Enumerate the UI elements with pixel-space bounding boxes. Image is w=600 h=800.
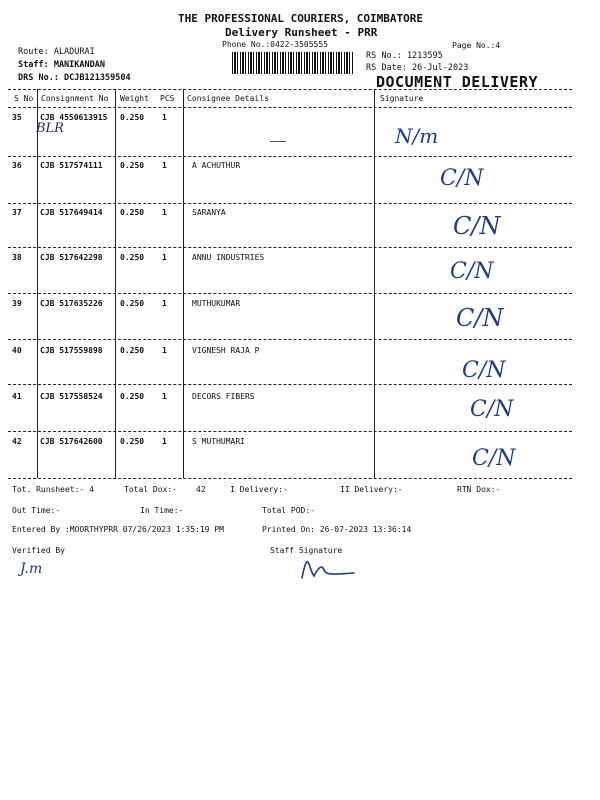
col-header-consignment: Consignment No xyxy=(41,94,109,103)
total-dox-value: 42 xyxy=(196,485,206,494)
in-time: In Time:- xyxy=(140,506,184,515)
row-sno: 37 xyxy=(12,208,22,217)
row-consignee: VIGNESH RAJA P xyxy=(192,346,260,355)
row-signature: N/m xyxy=(395,124,439,148)
phone-number: Phone No.:0422-3505555 xyxy=(222,40,328,49)
ii-delivery: II Delivery:- xyxy=(340,485,403,494)
row-signature: C/N xyxy=(453,212,501,240)
total-runsheet: Tot. Runsheet:- 4 xyxy=(12,485,94,494)
row-signature: C/N xyxy=(472,446,516,471)
row-consignment: CJB 517649414 xyxy=(40,208,103,217)
row-consignment: CJB 517642298 xyxy=(40,253,103,262)
row-consignment: CJB 517559898 xyxy=(40,346,103,355)
entered-by: Entered By :MOORTHYPRR 07/26/2023 1:35:19 PM xyxy=(12,525,224,534)
row-sno: 38 xyxy=(12,253,22,262)
column-divider xyxy=(115,89,116,478)
document-delivery-stamp: DOCUMENT DELIVERY xyxy=(376,73,539,91)
table-top-rule xyxy=(8,89,572,90)
row-consignment: CJB 517635226 xyxy=(40,299,103,308)
row-sno: 36 xyxy=(12,161,22,170)
row-sno: 39 xyxy=(12,299,22,308)
row-sno: 35 xyxy=(12,113,22,122)
col-header-consignee: Consignee Details xyxy=(187,94,269,103)
row-pcs: 1 xyxy=(162,161,167,170)
company-name: THE PROFESSIONAL COURIERS, COIMBATORE xyxy=(178,12,424,25)
row-weight: 0.250 xyxy=(120,208,145,217)
row-consignment: CJB 517558524 xyxy=(40,392,103,401)
row-signature: C/N xyxy=(456,304,504,332)
row-consignment: CJB 517574111 xyxy=(40,161,103,170)
row-rule xyxy=(8,431,572,432)
row-consignment: CJB 517642600 xyxy=(40,437,103,446)
row-rule xyxy=(8,384,572,385)
page-number: Page No.:4 xyxy=(452,41,501,50)
col-header-sno: S No xyxy=(14,94,34,103)
row-weight: 0.250 xyxy=(120,161,145,170)
row-pcs: 1 xyxy=(162,113,167,122)
out-time: Out Time:- xyxy=(12,506,61,515)
total-dox-label: Total Dox:- xyxy=(124,485,177,494)
staff: Staff: MANIKANDAN xyxy=(18,60,105,70)
table-header-rule xyxy=(8,107,572,108)
row-weight: 0.250 xyxy=(120,392,145,401)
row-consignee: MUTHUKUMAR xyxy=(192,299,241,308)
verified-signature: J.m xyxy=(20,561,43,577)
row-consignee: SARANYA xyxy=(192,208,226,217)
printed-on: Printed On: 26-07-2023 13:36:14 xyxy=(262,525,412,534)
row-signature: C/N xyxy=(462,358,506,383)
row-weight: 0.250 xyxy=(120,346,145,355)
row-pcs: 1 xyxy=(162,299,167,308)
handwritten-note: BLR xyxy=(36,121,64,136)
col-header-pcs: PCS xyxy=(160,94,175,103)
row-sno: 40 xyxy=(12,346,22,355)
row-rule xyxy=(8,156,572,157)
runsheet-title: Delivery Runsheet - PRR xyxy=(225,26,378,39)
row-consignee: S MUTHUMARI xyxy=(192,437,245,446)
row-sno: 41 xyxy=(12,392,22,401)
staff-signature-mark xyxy=(296,556,358,582)
verified-by-label: Verified By xyxy=(12,546,65,555)
col-header-weight: Weight xyxy=(120,94,149,103)
drs-number: DRS No.: DCJB121359504 xyxy=(18,73,131,83)
staff-signature-label: Staff Signature xyxy=(270,546,343,555)
row-signature: C/N xyxy=(470,397,514,422)
table-bottom-rule xyxy=(8,478,572,479)
row-consignment: CJB 4550613915 xyxy=(40,113,108,122)
rs-number: RS No.: 1213595 xyxy=(366,51,443,61)
col-header-signature: Signature xyxy=(380,94,424,103)
row-pcs: 1 xyxy=(162,392,167,401)
row-pcs: 1 xyxy=(162,208,167,217)
row-pcs: 1 xyxy=(162,346,167,355)
row-weight: 0.250 xyxy=(120,437,145,446)
total-pod: Total POD:- xyxy=(262,506,315,515)
row-pcs: 1 xyxy=(162,253,167,262)
column-divider xyxy=(183,89,184,478)
row-weight: 0.250 xyxy=(120,299,145,308)
dash-mark xyxy=(270,141,286,142)
route: Route: ALADURAI xyxy=(18,47,95,57)
row-consignee: DECORS FIBERS xyxy=(192,392,255,401)
i-delivery: I Delivery:- xyxy=(230,485,288,494)
row-consignee: ANNU INDUSTRIES xyxy=(192,253,265,262)
column-divider xyxy=(37,89,38,478)
column-divider xyxy=(374,89,375,478)
row-signature: C/N xyxy=(450,259,494,284)
row-weight: 0.250 xyxy=(120,113,145,122)
row-signature: C/N xyxy=(440,166,484,191)
row-sno: 42 xyxy=(12,437,22,446)
row-consignee: A ACHUTHUR xyxy=(192,161,241,170)
row-rule xyxy=(8,247,572,248)
barcode xyxy=(232,52,354,74)
row-rule xyxy=(8,339,572,340)
row-pcs: 1 xyxy=(162,437,167,446)
row-rule xyxy=(8,203,572,204)
row-weight: 0.250 xyxy=(120,253,145,262)
rs-date: RS Date: 26-Jul-2023 xyxy=(366,63,469,73)
rtn-dox: RTN Dox:- xyxy=(457,485,501,494)
row-rule xyxy=(8,293,572,294)
